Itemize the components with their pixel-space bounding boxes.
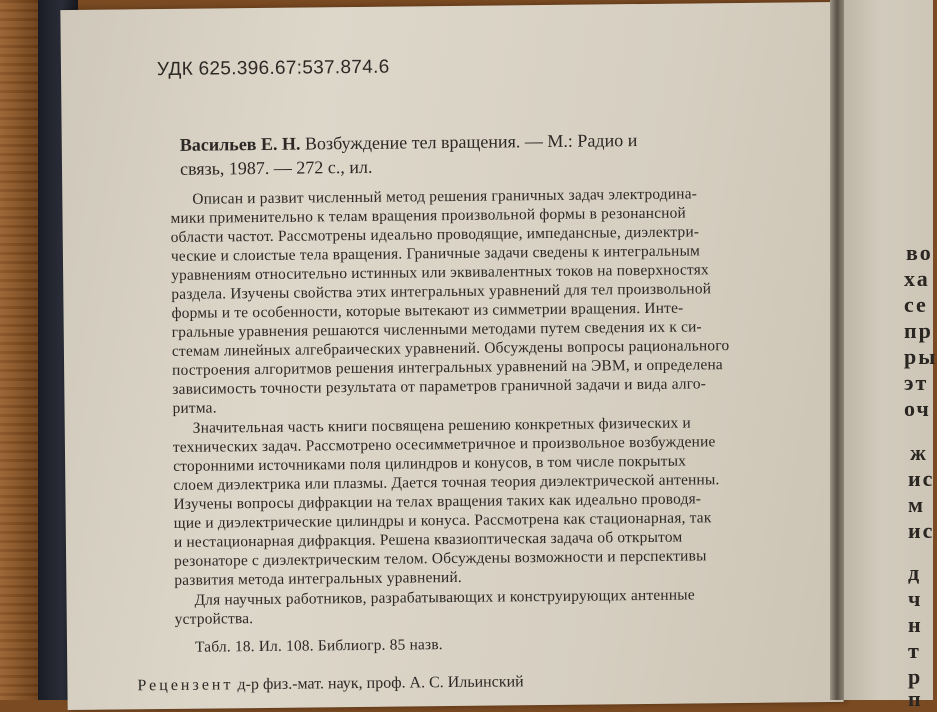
facing-page-fragment: р	[908, 664, 923, 689]
facing-page-fragment: ха	[904, 266, 930, 291]
abstract-line: щие и диэлектрические цилиндры и конуса. Рассмотрена как стационарная, так	[173, 509, 712, 532]
abstract-line: стемам линейных алгебраических уравнений. Обсуждены вопросы рационального	[171, 337, 730, 360]
book-stats: Табл. 18. Ил. 108. Библиогр. 85 назв.	[194, 636, 443, 656]
abstract-line: уравнениям относительно истинных или эквивалентных токов на поверхностях	[171, 261, 709, 284]
abstract-line: и нестационарная дифракция. Решена квазиоптическая задача об открытом	[173, 528, 683, 551]
abstract-line: Для научных работников, разрабатывающих и конструирующих антенные	[194, 586, 695, 609]
abstract-line: формы и те особенности, которые вытекают из симметрии вращения. Инте-	[171, 299, 684, 322]
abstract-line: раздела. Изучены свойства этих интегральных уравнений для тел произвольной	[171, 280, 712, 303]
abstract-line: Описан и развит численный метод решения граничных задач электродина-	[192, 185, 698, 208]
abstract-line: резонаторе с диэлектрическим телом. Обсуждены возможности и перспективы	[174, 547, 707, 570]
reviewer-name: д-р физ.-мат. наук, проф. А. С. Ильинский	[237, 673, 524, 694]
author-name: Васильев Е. Н.	[179, 133, 301, 155]
facing-page-fragment: м	[908, 492, 925, 517]
abstract-line: устройства.	[174, 610, 254, 628]
book-title: Возбуждение тел вращения. — М.: Радио и	[304, 130, 638, 154]
udk-code: УДК 625.396.67:537.874.6	[156, 56, 390, 81]
facing-page-fragment: ис	[908, 518, 935, 543]
abstract-line: ритма.	[172, 399, 217, 417]
citation-line-1	[180, 130, 638, 156]
facing-page-fragment: ч	[908, 586, 923, 611]
book-gutter	[830, 0, 844, 700]
abstract-line: мики применительно к телам вращения произвольной формы в резонансной	[170, 204, 687, 227]
abstract-line: слоем диэлектрика или плазмы. Дается точная теория диэлектрической антенны.	[173, 471, 720, 494]
facing-page-fragment: т	[908, 638, 921, 663]
abstract-line: области частот. Рассмотрены идеально проводящие, импедансные, диэлектри-	[170, 223, 700, 246]
facing-page-fragment: оч	[904, 396, 931, 421]
abstract-line: гральные уравнения решаются численными методами путем сведения их к си-	[171, 318, 702, 341]
abstract-line: построения алгоритмов решения интегральных уравнений на ЭВМ, и определена	[172, 356, 723, 379]
abstract-line: сторонними источниками поля цилиндров и конусов, в том числе покрытых	[173, 452, 687, 475]
facing-page-fragment: п	[908, 686, 923, 711]
abstract-line: Значительная часть книги посвящена решению конкретных физических и	[192, 414, 691, 437]
facing-page-fragment: во	[906, 240, 933, 265]
reviewer-line	[137, 673, 523, 695]
abstract-line: Изучены вопросы дифракции на телах вращения таких как идеально проводя-	[173, 490, 702, 513]
facing-page-fragment: эт	[904, 370, 929, 395]
facing-page-fragment: се	[904, 292, 928, 317]
abstract-line: технических задач. Рассмотрено осесимметричное и произвольное возбуждение	[172, 433, 716, 456]
citation-line-2: связь, 1987. — 272 с., ил.	[179, 156, 373, 179]
abstract-line: зависимость точности результата от параметров граничной задачи и вида алго-	[172, 375, 707, 398]
book-page	[60, 2, 843, 710]
facing-page-fragment: ры	[904, 344, 937, 369]
facing-page-fragment: ис	[908, 466, 935, 491]
abstract-line: развития метода интегральных уравнений.	[174, 568, 463, 589]
facing-page-fragment: ж	[910, 440, 928, 465]
facing-page-fragment: пр	[904, 318, 933, 343]
facing-page-fragment: д	[908, 560, 922, 585]
facing-page	[844, 0, 937, 711]
reviewer-label: Рецензент	[137, 676, 234, 695]
facing-page-fragment: н	[908, 612, 923, 637]
abstract-line: ческие и слоистые тела вращения. Граничные задачи сведены к интегральным	[170, 242, 701, 265]
